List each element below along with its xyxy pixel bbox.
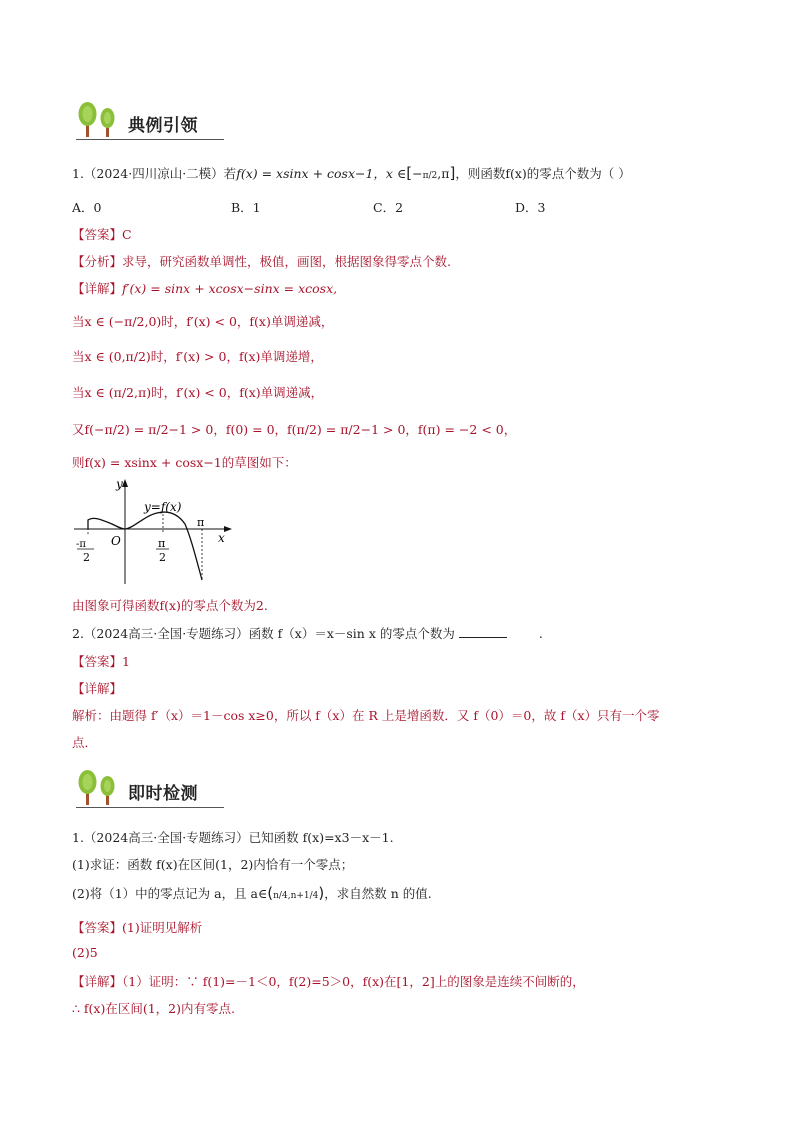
- q1-option-d: D．3: [515, 200, 546, 215]
- q3-part1: (1)求证：函数 f(x)在区间(1，2)内恰有一个零点；: [72, 857, 354, 872]
- section-heading-quick-test: [76, 768, 224, 808]
- q1-detail-line-2: 当x ∈ (−π/2,0)时，f′(x) < 0，f(x)单调递减，: [72, 314, 334, 329]
- q1-analysis: 【分析】求导，研究函数单调性，极值，画图，根据图象得零点个数.: [72, 254, 451, 269]
- graph-origin-label: O: [111, 534, 121, 548]
- graph-x-label: x: [218, 531, 225, 545]
- q2-detail-line-1: 解析：由题得 f′（x）＝1－cos x≥0，所以 f（x）在 R 上是增函数．又 f（0）＝0，故 f（x）只有一个零: [72, 708, 660, 723]
- section-heading-examples: [76, 100, 224, 140]
- graph-curve-label: y=f(x): [144, 500, 182, 514]
- section-underline: [76, 807, 224, 808]
- graph-half-pi-top: π: [158, 537, 166, 550]
- q3-detail-line-2: ∴ f(x)在区间(1，2)内有零点.: [72, 1001, 235, 1016]
- q1-detail-line-5: 又f(−π/2) = π/2−1 > 0，f(0) = 0，f(π/2) = π/2−1 > 0，f(π) = −2 < 0，: [72, 422, 517, 437]
- answer-blank[interactable]: [459, 625, 507, 638]
- q2-stem: 2.（2024高三·全国·专题练习）函数 f（x）＝x－sin x 的零点个数为 .: [72, 626, 543, 641]
- q1-detail-line-6: 则f(x) = xsinx + cosx−1的草图如下：: [72, 455, 297, 470]
- q3-stem: 1.（2024高三·全国·专题练习）已知函数 f(x)=x3－x－1.: [72, 830, 394, 845]
- section-underline: [76, 139, 224, 140]
- q1-detail-line-1: 【详解】f′(x) = sinx + xcosx−sinx = xcosx,: [72, 281, 338, 296]
- q2-detail-label: 【详解】: [72, 681, 123, 696]
- q3-detail-line-1: 【详解】（1）证明：∵ f(1)=－1＜0，f(2)=5＞0，f(x)在[1，2]上的图象是连续不间断的，: [72, 974, 585, 989]
- q1-stem: 1.（2024·四川凉山·二模）若f(x) = xsinx + cosx−1，x ∈[−π/2,π]，则函数f(x)的零点个数为（ ）: [72, 164, 631, 182]
- section-title: 典例引领: [128, 116, 198, 136]
- tree-icon: [76, 768, 124, 808]
- tree-icon: [76, 100, 124, 140]
- q1-answer: 【答案】C: [72, 227, 132, 242]
- q1-detail-line-4: 当x ∈ (π/2,π)时，f′(x) < 0，f(x)单调递减，: [72, 385, 324, 400]
- graph-neg-half-pi-top: -π: [76, 539, 86, 550]
- q3-answer-2: (2)5: [72, 945, 98, 960]
- graph-neg-half-pi-bottom: 2: [83, 551, 90, 564]
- graph-half-pi-bottom: 2: [159, 551, 166, 564]
- function-sketch-graph: [72, 476, 237, 588]
- q2-answer: 【答案】1: [72, 654, 130, 669]
- q1-option-b: B．1: [231, 200, 261, 215]
- q3-answer: 【答案】(1)证明见解析: [72, 920, 203, 935]
- graph-y-label: y: [116, 477, 123, 491]
- q1-detail-line-3: 当x ∈ (0,π/2)时，f′(x) > 0，f(x)单调递增，: [72, 349, 323, 364]
- q3-part2: (2)将（1）中的零点记为 a，且 a∈(n/4,n+1/4)，求自然数 n 的值.: [72, 884, 432, 902]
- section-title: 即时检测: [128, 784, 198, 804]
- q2-detail-line-2: 点．: [72, 735, 98, 750]
- q1-conclusion: 由图象可得函数f(x)的零点个数为2.: [72, 598, 268, 613]
- graph-pi-label: π: [197, 516, 205, 529]
- q1-option-a: A．0: [72, 200, 102, 215]
- q1-option-c: C．2: [373, 200, 404, 215]
